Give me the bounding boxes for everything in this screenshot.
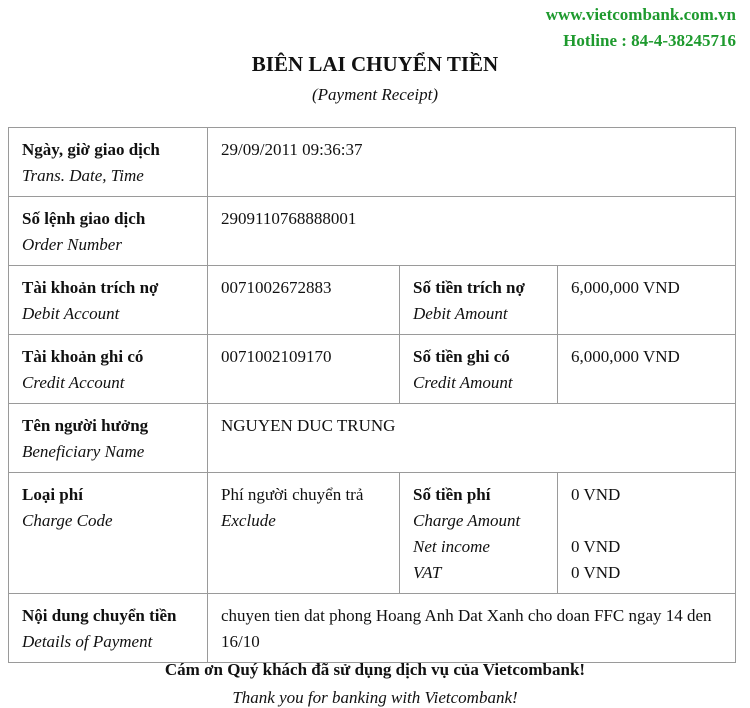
label-en: Beneficiary Name bbox=[22, 442, 145, 461]
net-income-value: 0 VND bbox=[571, 537, 621, 556]
label-cell bbox=[9, 128, 208, 197]
label-en: Debit Amount bbox=[413, 304, 508, 323]
hotline: Hotline : 84-4-38245716 bbox=[563, 31, 736, 50]
label-en: Credit Account bbox=[22, 373, 125, 392]
site-header bbox=[546, 2, 736, 54]
debit-account-value: 0071002672883 bbox=[208, 266, 400, 335]
charge-code-vi: Phí người chuyển trả bbox=[221, 485, 364, 504]
label-en: Order Number bbox=[22, 235, 122, 254]
order-number-value: 2909110768888001 bbox=[208, 197, 736, 266]
thank-you-vi: Cám ơn Quý khách đã sử dụng dịch vụ của Vietcombank! bbox=[164, 660, 586, 679]
trans-date-value: 29/09/2011 09:36:37 bbox=[208, 128, 736, 197]
table-row-details bbox=[9, 594, 736, 663]
label-vi: Nội dung chuyển tiền bbox=[22, 606, 177, 625]
page-subtitle: (Payment Receipt) bbox=[311, 85, 438, 104]
label-vi: Tài khoản ghi có bbox=[22, 347, 144, 366]
beneficiary-value: NGUYEN DUC TRUNG bbox=[208, 404, 736, 473]
thank-you-en: Thank you for banking with Vietcombank! bbox=[232, 688, 518, 707]
table-row-order-number bbox=[9, 197, 736, 266]
vat-label: VAT bbox=[413, 563, 442, 582]
debit-amount-value: 6,000,000 VND bbox=[558, 266, 736, 335]
label-vi: Loại phí bbox=[22, 485, 83, 504]
table-row-charge bbox=[9, 473, 736, 594]
label-cell bbox=[9, 335, 208, 404]
label-vi: Số tiền trích nợ bbox=[413, 278, 525, 297]
charge-code-en: Exclude bbox=[221, 511, 276, 530]
label-vi: Số lệnh giao dịch bbox=[22, 209, 146, 228]
label-vi: Tên người hưởng bbox=[22, 416, 149, 435]
charge-code-cell bbox=[208, 473, 400, 594]
label-vi: Số tiền ghi có bbox=[413, 347, 510, 366]
page-title: BIÊN LAI CHUYỂN TIỀN bbox=[251, 52, 499, 76]
label-cell bbox=[400, 473, 558, 594]
label-cell bbox=[9, 266, 208, 335]
table-row-credit bbox=[9, 335, 736, 404]
label-en: Charge Code bbox=[22, 511, 113, 530]
table-row-trans-date bbox=[9, 128, 736, 197]
label-vi: Tài khoản trích nợ bbox=[22, 278, 159, 297]
label-en: Charge Amount bbox=[413, 511, 521, 530]
label-en: Debit Account bbox=[22, 304, 120, 323]
label-cell bbox=[400, 266, 558, 335]
label-en: Trans. Date, Time bbox=[22, 166, 144, 185]
label-cell bbox=[400, 335, 558, 404]
vat-value: 0 VND bbox=[571, 563, 621, 582]
label-cell bbox=[9, 197, 208, 266]
spacer bbox=[571, 508, 723, 534]
label-en: Credit Amount bbox=[413, 373, 513, 392]
credit-amount-value: 6,000,000 VND bbox=[558, 335, 736, 404]
charge-amounts-cell bbox=[558, 473, 736, 594]
net-income-label: Net income bbox=[413, 537, 490, 556]
credit-account-value: 0071002109170 bbox=[208, 335, 400, 404]
website-url[interactable]: www.vietcombank.com.vn bbox=[545, 5, 736, 24]
label-en: Details of Payment bbox=[22, 632, 153, 651]
charge-amount-value: 0 VND bbox=[571, 485, 621, 504]
label-cell bbox=[9, 404, 208, 473]
label-cell bbox=[9, 594, 208, 663]
label-vi: Số tiền phí bbox=[413, 485, 491, 504]
table-row-debit bbox=[9, 266, 736, 335]
details-value: chuyen tien dat phong Hoang Anh Dat Xanh cho doan FFC ngay 14 den 16/10 bbox=[208, 594, 736, 663]
label-cell bbox=[9, 473, 208, 594]
receipt-table bbox=[8, 127, 736, 663]
label-vi: Ngày, giờ giao dịch bbox=[22, 140, 160, 159]
table-row-beneficiary bbox=[9, 404, 736, 473]
